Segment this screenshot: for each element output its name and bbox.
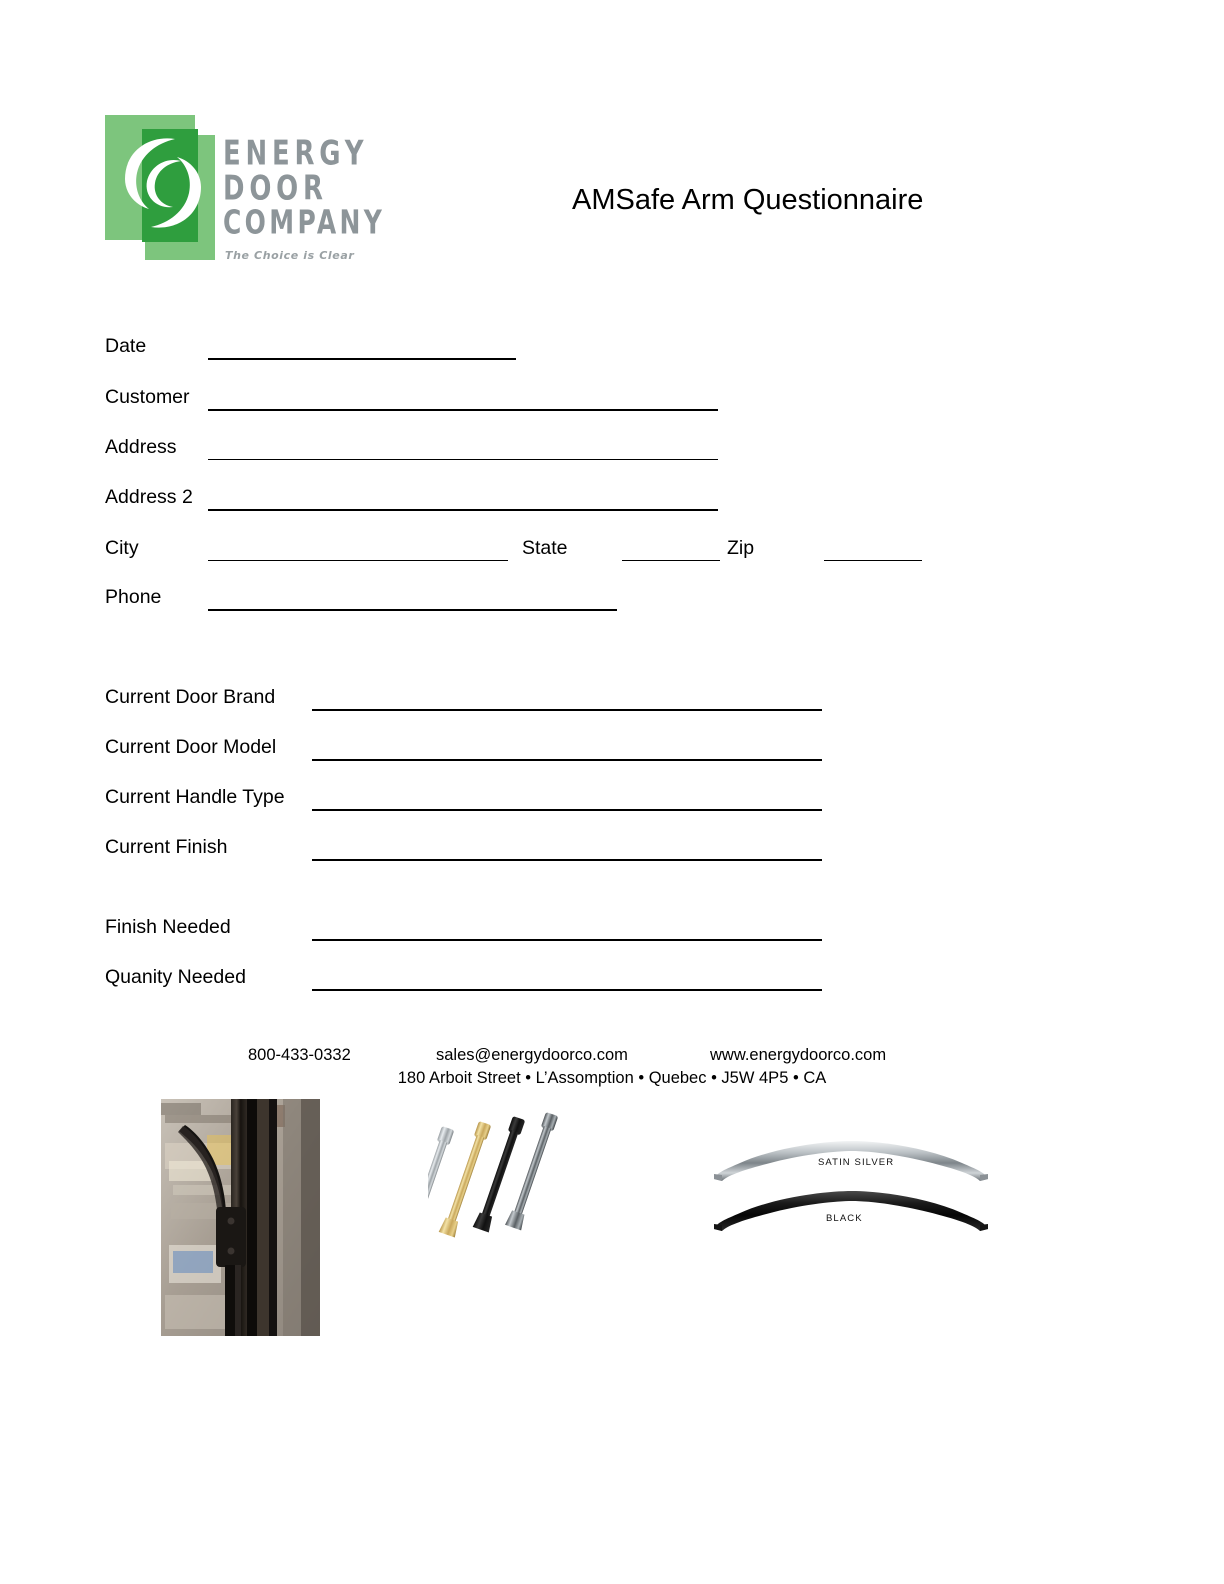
label-phone: Phone [105,586,162,608]
label-current-finish: Current Finish [105,836,228,858]
label-address: Address [105,436,177,458]
footer-address: 180 Arboit Street • L’Assomption • Quebec • J5W 4P5 • CA [397,1069,827,1087]
input-current-door-brand[interactable] [312,709,822,711]
label-finish-needed: Finish Needed [105,916,231,938]
footer-contact-info [0,1044,1224,1087]
logo-word-energy: ENERGY [223,134,369,174]
footer-phone[interactable]: 800-433-0332 [248,1046,351,1064]
label-current-door-brand: Current Door Brand [105,686,276,708]
arched-handles-photo [706,1129,995,1237]
input-state[interactable] [622,560,720,561]
four-finish-handles-photo [428,1108,629,1251]
input-current-finish[interactable] [312,859,822,861]
input-current-door-model[interactable] [312,759,822,761]
input-phone[interactable] [208,609,617,611]
label-quanity-needed: Quanity Needed [105,966,246,988]
input-address-2[interactable] [208,509,718,511]
label-customer: Customer [105,386,190,408]
label-date: Date [105,335,147,357]
logo-word-company: COMPANY [223,204,386,243]
input-date[interactable] [208,358,516,360]
caption-black: BLACK [826,1213,863,1224]
logo-word-door: DOOR [223,169,328,209]
input-city[interactable] [208,560,508,561]
logo-tagline: The Choice is Clear [225,249,355,262]
page-title: AMSafe Arm Questionnaire [572,184,924,216]
input-zip[interactable] [824,560,922,561]
input-address[interactable] [208,459,718,460]
label-state: State [522,537,568,559]
label-city: City [105,537,139,559]
cooler-door-handle-photo [161,1099,320,1336]
label-zip: Zip [727,537,755,559]
input-finish-needed[interactable] [312,939,822,941]
input-quanity-needed[interactable] [312,989,822,991]
label-current-door-model: Current Door Model [105,736,277,758]
label-current-handle-type: Current Handle Type [105,786,285,808]
label-address-2: Address 2 [105,486,193,508]
input-current-handle-type[interactable] [312,809,822,811]
footer-email[interactable]: sales@energydoorco.com [436,1046,628,1064]
input-customer[interactable] [208,409,718,411]
footer-website[interactable]: www.energydoorco.com [710,1046,887,1064]
caption-satin-silver: SATIN SILVER [818,1157,895,1168]
